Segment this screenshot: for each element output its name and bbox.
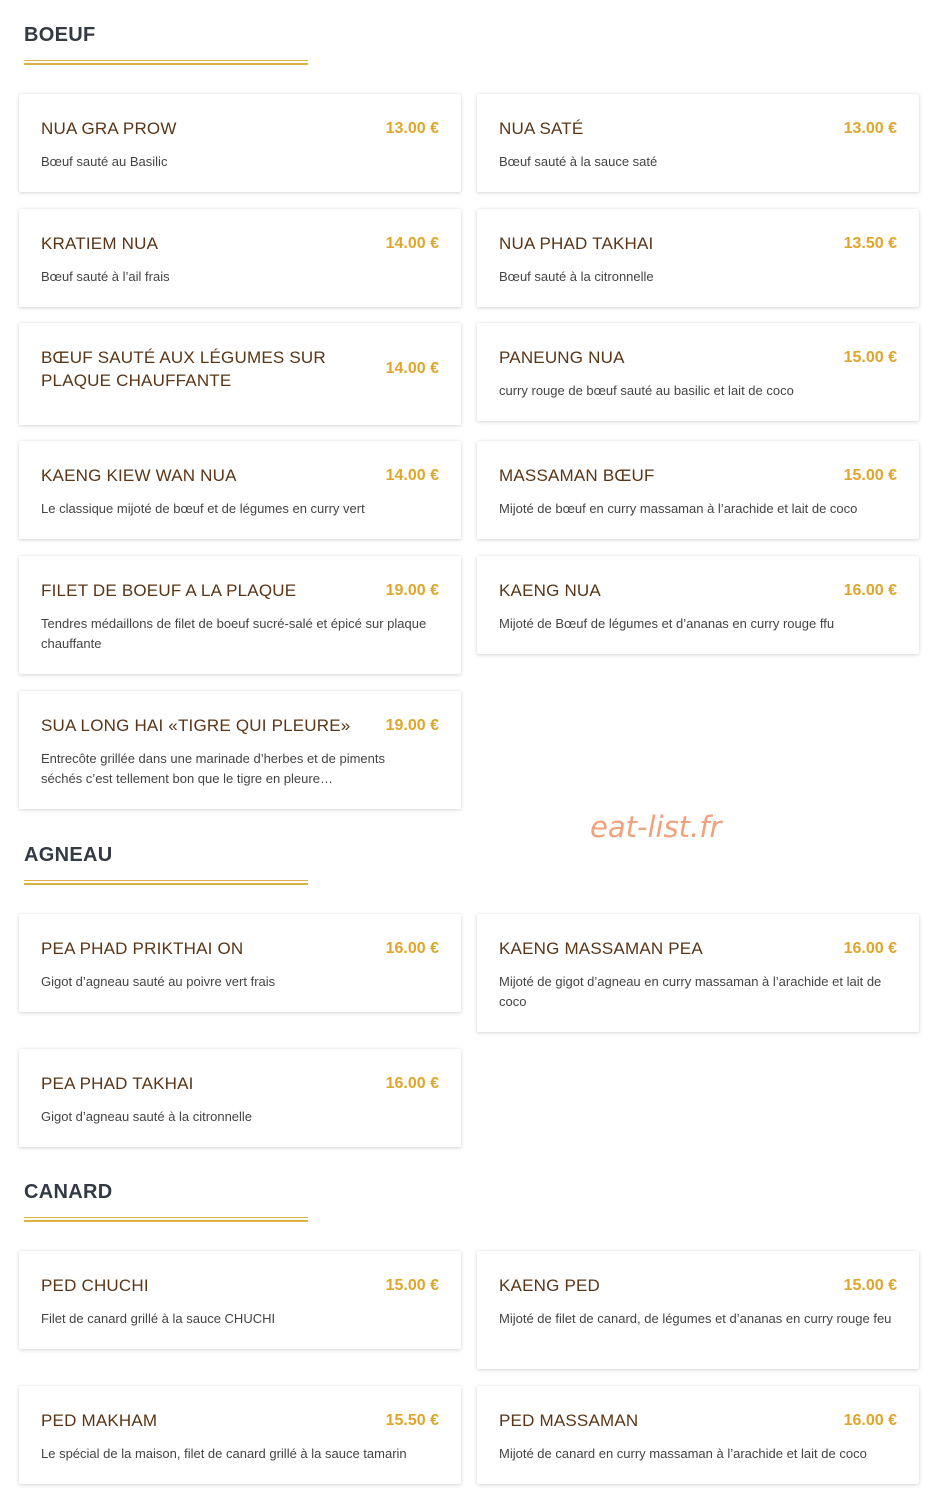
dish-price: 16.00 € (843, 940, 897, 957)
menu-item-card[interactable] (477, 914, 919, 1032)
dish-price: 13.00 € (843, 120, 897, 137)
dish-name: KAENG NUA (499, 581, 601, 600)
dish-price: 16.00 € (385, 940, 439, 957)
dish-name: PEA PHAD PRIKTHAI ON (41, 939, 244, 958)
dish-description: Tendres médaillons de filet de boeuf sucré-salé et épicé sur plaque chauffante (41, 616, 427, 651)
dish-price: 16.00 € (843, 582, 897, 599)
section-divider (24, 60, 308, 65)
dish-name: PED MAKHAM (41, 1411, 158, 1430)
menu-item-card[interactable] (19, 556, 461, 674)
dish-name: NUA PHAD TAKHAI (499, 234, 654, 253)
menu-item-card[interactable] (477, 94, 919, 192)
dish-description: Entrecôte grillée dans une marinade d’herbes et de piments séchés c’est tellement bon que le tigre en pleure… (41, 751, 385, 786)
dish-name: KAENG KIEW WAN NUA (41, 466, 237, 485)
menu-item-card[interactable] (19, 209, 461, 307)
menu-item-card[interactable] (477, 209, 919, 307)
dish-price: 16.00 € (843, 1412, 897, 1429)
menu-item-card[interactable] (19, 1251, 461, 1349)
menu-item-card[interactable] (19, 1049, 461, 1147)
menu-item-card[interactable] (477, 556, 919, 654)
menu-item-card[interactable] (477, 323, 919, 421)
dish-name: PED CHUCHI (41, 1276, 149, 1295)
dish-name: FILET DE BOEUF A LA PLAQUE (41, 581, 297, 600)
dish-description: Mijoté de Bœuf de légumes et d’ananas en curry rouge ffu (499, 616, 835, 631)
menu-item-card[interactable] (19, 914, 461, 1012)
dish-price: 19.00 € (385, 717, 439, 734)
section-title-agneau: AGNEAU (24, 844, 113, 866)
dish-name: MASSAMAN BŒUF (499, 466, 655, 485)
dish-description: Bœuf sauté à la citronnelle (499, 269, 654, 284)
menu-item-card[interactable] (19, 323, 461, 425)
dish-price: 13.50 € (843, 235, 897, 252)
dish-description: curry rouge de bœuf sauté au basilic et lait de coco (499, 383, 794, 398)
menu-item-card[interactable] (477, 1386, 919, 1484)
dish-description: Bœuf sauté à l’ail frais (41, 269, 170, 284)
dish-name: KRATIEM NUA (41, 234, 159, 253)
watermark: eat-list.fr (590, 810, 722, 844)
dish-price: 15.00 € (843, 1277, 897, 1294)
dish-description: Le classique mijoté de bœuf et de légumes en curry vert (41, 501, 365, 516)
dish-description: Mijoté de gigot d’agneau en curry massaman à l’arachide et lait de coco (499, 974, 882, 1009)
dish-name: NUA SATÉ (499, 119, 584, 138)
dish-price: 15.50 € (385, 1412, 439, 1429)
dish-price: 15.00 € (385, 1277, 439, 1294)
dish-description: Gigot d’agneau sauté au poivre vert frais (41, 974, 276, 989)
section-divider (24, 1217, 308, 1222)
menu-item-card[interactable] (19, 441, 461, 539)
dish-name: KAENG MASSAMAN PEA (499, 939, 703, 958)
menu-item-card[interactable] (477, 1251, 919, 1369)
dish-description: Le spécial de la maison, filet de canard grillé à la sauce tamarin (41, 1446, 407, 1461)
dish-price: 16.00 € (385, 1075, 439, 1092)
dish-description: Mijoté de canard en curry massaman à l’arachide et lait de coco (499, 1446, 867, 1461)
dish-description: Gigot d’agneau sauté à la citronnelle (41, 1109, 253, 1124)
dish-description: Filet de canard grillé à la sauce CHUCHI (41, 1311, 276, 1326)
dish-name: BŒUF SAUTÉ AUX LÉGUMES SUR PLAQUE CHAUFFANTE (41, 348, 326, 390)
dish-description: Mijoté de filet de canard, de légumes et d’ananas en curry rouge feu (499, 1311, 892, 1326)
dish-name: KAENG PED (499, 1276, 600, 1295)
dish-price: 19.00 € (385, 582, 439, 599)
dish-name: PEA PHAD TAKHAI (41, 1074, 194, 1093)
dish-price: 13.00 € (385, 120, 439, 137)
dish-price: 14.00 € (385, 235, 439, 252)
dish-name: NUA GRA PROW (41, 119, 177, 138)
dish-description: Mijoté de bœuf en curry massaman à l’arachide et lait de coco (499, 501, 858, 516)
dish-name: PANEUNG NUA (499, 348, 625, 367)
menu-item-card[interactable] (19, 691, 461, 809)
section-divider (24, 880, 308, 885)
dish-name: PED MASSAMAN (499, 1411, 639, 1430)
section-title-canard: CANARD (24, 1181, 113, 1203)
dish-description: Bœuf sauté à la sauce saté (499, 154, 658, 169)
dish-price: 14.00 € (385, 360, 439, 377)
dish-price: 15.00 € (843, 349, 897, 366)
menu-item-card[interactable] (477, 441, 919, 539)
menu-item-card[interactable] (19, 1386, 461, 1484)
menu-item-card[interactable] (19, 94, 461, 192)
dish-name: SUA LONG HAI «TIGRE QUI PLEURE» (41, 716, 351, 735)
dish-description: Bœuf sauté au Basilic (41, 154, 168, 169)
dish-price: 14.00 € (385, 467, 439, 484)
dish-price: 15.00 € (843, 467, 897, 484)
section-title-boeuf: BOEUF (24, 24, 96, 46)
